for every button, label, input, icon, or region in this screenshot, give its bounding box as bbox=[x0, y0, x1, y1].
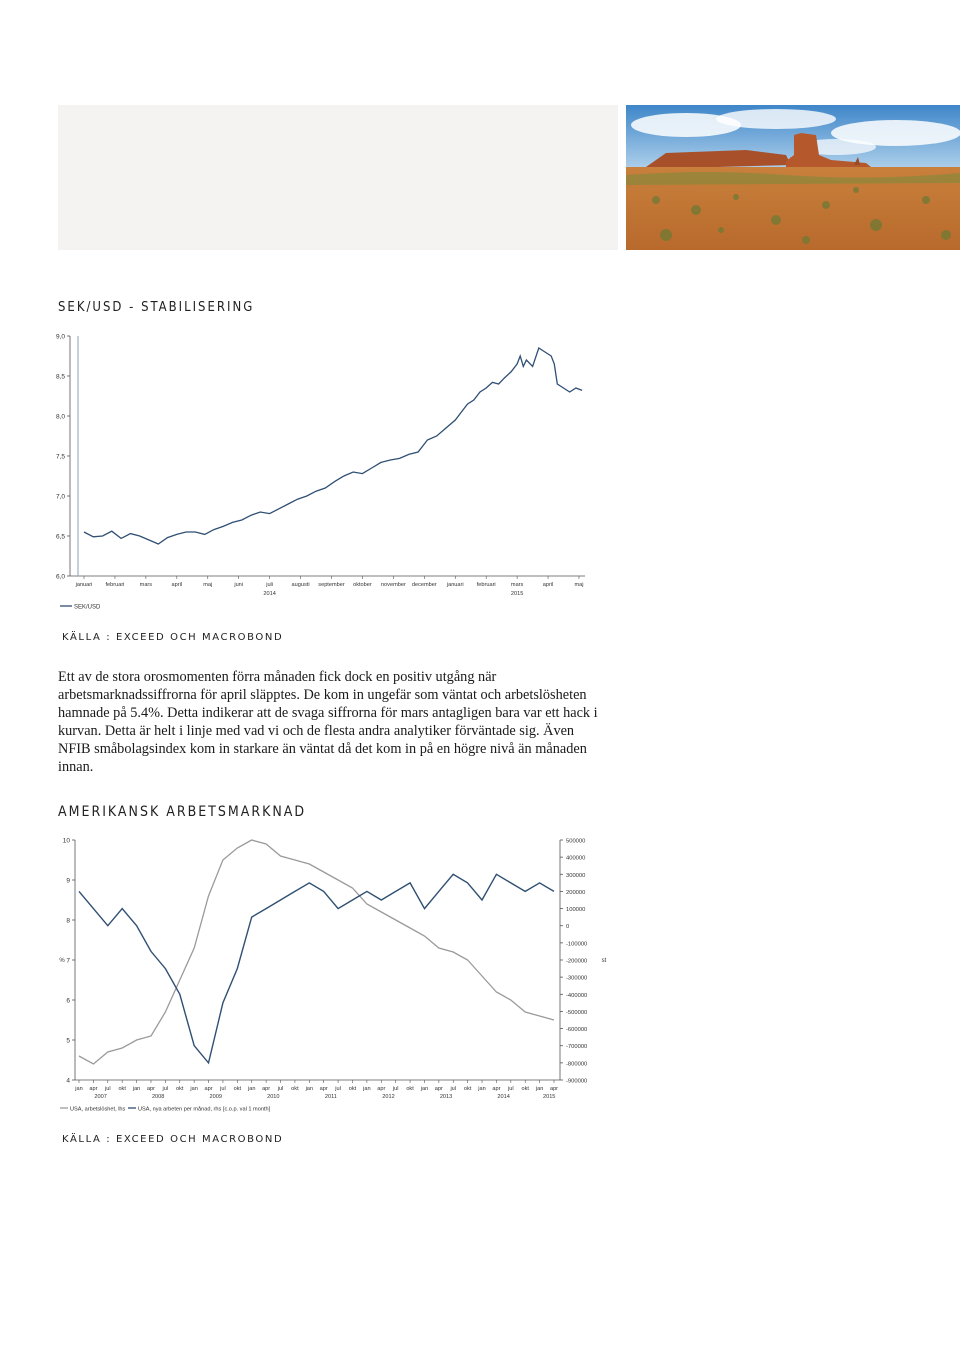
series-line-new-jobs bbox=[79, 874, 554, 1063]
x-tick-label: jul bbox=[220, 1086, 226, 1092]
x-tick-label: okt bbox=[176, 1086, 184, 1092]
y-tick-label-left: 10 bbox=[62, 837, 70, 845]
x-year-label: 2009 bbox=[209, 1094, 222, 1100]
y-tick-label-right: 0 bbox=[566, 924, 570, 931]
x-tick-label: apr bbox=[262, 1086, 271, 1092]
legend-label: SEK/USD bbox=[74, 604, 101, 611]
x-year-label: 2014 bbox=[263, 591, 276, 597]
x-tick-label: juli bbox=[266, 582, 274, 588]
x-tick-label: jan bbox=[190, 1086, 198, 1092]
desert-landscape-photo bbox=[626, 105, 960, 250]
x-tick-label: apr bbox=[204, 1086, 213, 1092]
x-tick-label: jan bbox=[420, 1086, 429, 1092]
y-tick-label-right: -700000 bbox=[566, 1044, 588, 1051]
x-tick-label: apr bbox=[549, 1086, 559, 1092]
x-tick-label: okt bbox=[521, 1086, 529, 1092]
x-tick-label: mars bbox=[510, 582, 524, 588]
chart2-source: KÄLLA : EXCEED OCH MACROBOND bbox=[62, 1134, 284, 1145]
x-tick-label: apr bbox=[434, 1086, 443, 1092]
section-heading-amerikansk-arbetsmarknad: AMERIKANSK ARBETSMARKNAD bbox=[58, 804, 307, 820]
x-tick-label: december bbox=[411, 582, 437, 588]
x-tick-label: maj bbox=[203, 582, 213, 588]
x-year-label: 2015 bbox=[510, 591, 524, 597]
x-tick-label: jan bbox=[247, 1086, 256, 1092]
x-tick-label: jan bbox=[478, 1086, 486, 1092]
x-tick-label: maj bbox=[574, 582, 584, 588]
header-grey-block bbox=[58, 105, 618, 250]
x-tick-label: juni bbox=[234, 582, 244, 588]
x-tick-label: oktober bbox=[353, 582, 372, 588]
x-tick-label: augusti bbox=[291, 582, 310, 588]
x-tick-label: jul bbox=[277, 1086, 284, 1092]
x-year-label: 2010 bbox=[267, 1094, 280, 1100]
x-tick-label: november bbox=[380, 582, 406, 588]
x-tick-label: jan bbox=[305, 1086, 314, 1092]
x-tick-label: januari bbox=[75, 582, 93, 588]
series-line-sek-usd bbox=[84, 348, 582, 544]
y-tick-label-left: 4 bbox=[66, 1077, 70, 1085]
x-tick-label: apr bbox=[492, 1086, 501, 1092]
series-line-unemployment bbox=[79, 840, 554, 1064]
x-tick-label: februari bbox=[476, 582, 496, 588]
x-tick-label: apr bbox=[319, 1086, 328, 1092]
x-tick-label: okt bbox=[291, 1086, 299, 1092]
y-tick-label: 7,5 bbox=[55, 453, 65, 461]
x-tick-label: januari bbox=[446, 582, 464, 588]
x-tick-label: jul bbox=[450, 1086, 457, 1092]
x-tick-label: jul bbox=[162, 1086, 169, 1092]
legend-label-new-jobs: USA, nya arbeten per månad, rhs [c.o.p. val 1 month] bbox=[138, 1106, 271, 1113]
x-tick-label: jul bbox=[104, 1086, 111, 1092]
x-tick-label: jan bbox=[132, 1086, 141, 1092]
y-tick-label: 6,0 bbox=[55, 573, 65, 581]
y-tick-label-right: -100000 bbox=[566, 941, 588, 948]
y-tick-label-right: -200000 bbox=[566, 958, 588, 965]
x-tick-label: apr bbox=[377, 1086, 386, 1092]
y-tick-label-left: 6 bbox=[66, 997, 70, 1005]
x-tick-label: jan bbox=[535, 1086, 544, 1092]
x-tick-label: okt bbox=[118, 1086, 126, 1092]
y-tick-label-right: 200000 bbox=[566, 889, 586, 896]
x-tick-label: jul bbox=[335, 1086, 341, 1092]
y-tick-label: 8,5 bbox=[55, 373, 65, 381]
x-year-label: 2007 bbox=[94, 1094, 107, 1100]
y-axis-label-right: st bbox=[601, 958, 607, 964]
x-year-label: 2012 bbox=[382, 1094, 395, 1100]
y-tick-label-right: -500000 bbox=[566, 1009, 588, 1016]
x-tick-label: jul bbox=[508, 1086, 514, 1092]
y-tick-label-right: -900000 bbox=[566, 1078, 588, 1085]
x-tick-label: jan bbox=[363, 1086, 371, 1092]
x-year-label: 2011 bbox=[324, 1094, 337, 1100]
y-tick-label-left: 5 bbox=[66, 1037, 70, 1045]
x-tick-label: apr bbox=[146, 1086, 156, 1092]
y-tick-label-right: 100000 bbox=[566, 907, 586, 914]
x-tick-label: okt bbox=[463, 1086, 472, 1092]
x-tick-label: april bbox=[171, 582, 183, 588]
y-tick-label-right: -800000 bbox=[566, 1061, 588, 1068]
x-year-label: 2008 bbox=[151, 1094, 165, 1100]
y-tick-label-left: 7 bbox=[66, 957, 70, 965]
x-tick-label: september bbox=[318, 582, 345, 588]
x-tick-label: okt bbox=[233, 1086, 242, 1092]
y-tick-label: 9,0 bbox=[55, 333, 65, 341]
y-tick-label-right: 400000 bbox=[566, 855, 586, 862]
chart1-source: KÄLLA : EXCEED OCH MACROBOND bbox=[62, 632, 284, 643]
y-tick-label: 8,0 bbox=[55, 413, 65, 421]
y-tick-label-right: -400000 bbox=[566, 992, 588, 999]
us-labor-chart bbox=[40, 830, 607, 1120]
legend-label-unemployment: USA, arbetslöshet, lhs bbox=[70, 1106, 126, 1113]
section-heading-sek-usd: SEK/USD - STABILISERING bbox=[58, 300, 255, 315]
x-tick-label: okt bbox=[348, 1086, 357, 1092]
y-tick-label: 6,5 bbox=[55, 533, 65, 541]
x-tick-label: mars bbox=[139, 582, 153, 588]
x-year-label: 2015 bbox=[542, 1094, 556, 1100]
y-tick-label-left: 9 bbox=[66, 877, 70, 885]
x-tick-label: april bbox=[542, 582, 554, 588]
body-paragraph: Ett av de stora orosmomenten förra månaden fick dock en positiv utgång när arbetsmarknadssiffrorna för april släpptes. De kom in ungefär som väntat och arbetslösheten hamnade på 5.4%. Detta indikerar att de svaga siffrorna för mars antagligen bara var ett hack i kurvan. Detta är helt i linje med vad vi och de flesta andra analytiker förväntade sig. Även NFIB småbolagsindex kom in starkare än väntat då det kom in på en högre nivå än månaden innan. bbox=[58, 669, 598, 775]
x-tick-label: okt bbox=[406, 1086, 414, 1092]
y-tick-label-right: 300000 bbox=[566, 872, 586, 879]
x-tick-label: apr bbox=[89, 1086, 98, 1092]
y-tick-label-right: -300000 bbox=[566, 975, 588, 982]
x-tick-label: jan bbox=[75, 1086, 83, 1092]
x-year-label: 2014 bbox=[497, 1094, 510, 1100]
y-axis-label-left: % bbox=[59, 958, 65, 964]
x-year-label: 2013 bbox=[439, 1094, 453, 1100]
x-tick-label: februari bbox=[105, 582, 125, 588]
sek-usd-chart bbox=[40, 325, 600, 625]
y-tick-label-right: -600000 bbox=[566, 1027, 588, 1034]
x-tick-label: jul bbox=[392, 1086, 399, 1092]
y-tick-label-left: 8 bbox=[66, 917, 70, 925]
y-tick-label-right: 500000 bbox=[566, 838, 586, 845]
y-tick-label: 7,0 bbox=[55, 493, 65, 501]
